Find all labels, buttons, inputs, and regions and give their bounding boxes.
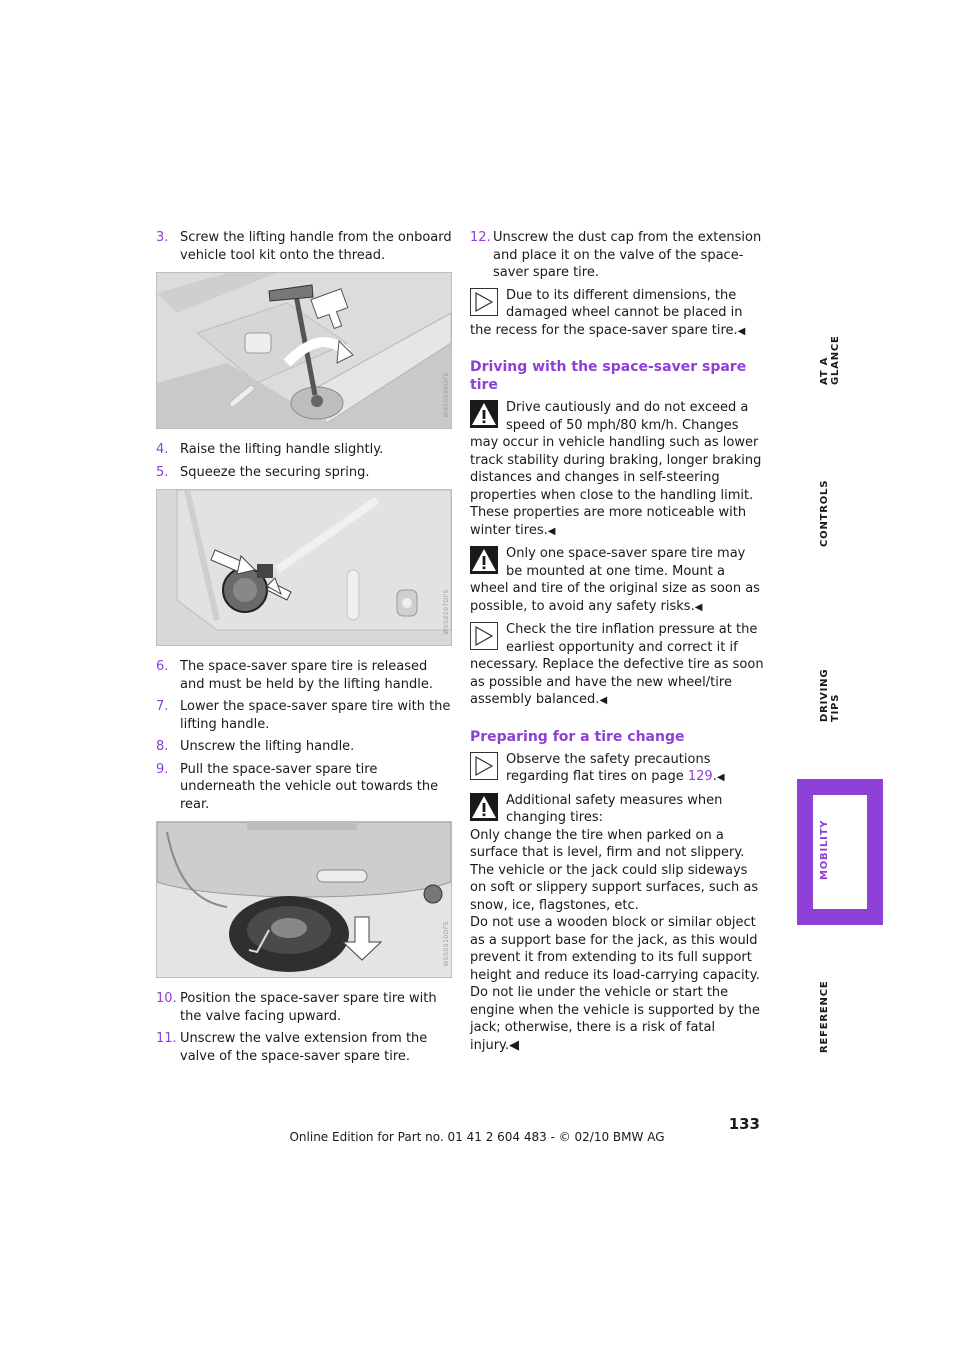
- note-block: [470, 751, 764, 787]
- list-item: [156, 990, 452, 1025]
- note-block: [470, 287, 764, 341]
- tab-driving-tips[interactable]: DRIVING TIPS: [819, 668, 841, 722]
- figure-code: W0S0508DFS: [443, 372, 450, 418]
- section-heading: Driving with the space-saver spare tire: [470, 359, 747, 393]
- figure-code: W0S0510DFS: [443, 921, 450, 967]
- page-number: 133: [728, 1115, 760, 1133]
- right-column: [470, 229, 764, 1054]
- left-column: [156, 229, 452, 1070]
- figure-lifting-handle: [156, 272, 452, 429]
- step-number: 12.: [470, 230, 491, 245]
- step-text: Position the space-saver spare tire with the valve facing upward.: [180, 991, 437, 1024]
- warning-icon: [470, 400, 498, 428]
- end-mark-icon: ◀: [716, 772, 725, 783]
- step-number: 11.: [156, 1031, 177, 1046]
- step-text: Raise the lifting handle slightly.: [180, 442, 384, 457]
- step-text: Unscrew the dust cap from the extension and place it on the valve of the space-saver spare tire.: [493, 230, 762, 280]
- warning-icon: [470, 793, 498, 821]
- note-triangle-icon: [470, 622, 498, 650]
- warning-icon: [470, 546, 498, 574]
- step-number: 5.: [156, 464, 169, 480]
- list-item: [156, 698, 452, 733]
- warning-text: Only one space-saver spare tire may be mounted at one time. Mount a wheel and tire of the original size as soon as possible, to avoid any safety risks.: [470, 546, 760, 614]
- note-triangle-icon: [470, 288, 498, 316]
- end-mark-icon: ◀: [599, 695, 608, 706]
- note-block: [470, 621, 764, 710]
- list-item: [156, 464, 452, 482]
- step-number: 4.: [156, 442, 169, 457]
- tab-reference[interactable]: REFERENCE: [819, 980, 830, 1053]
- illustration-securing-spring: [157, 490, 451, 645]
- step-number: 3.: [156, 230, 169, 245]
- step-number: 7.: [156, 699, 169, 714]
- step-text: Unscrew the lifting handle.: [180, 739, 355, 754]
- step-number: 10.: [156, 991, 177, 1006]
- list-item: [156, 441, 452, 459]
- warning-paragraph: Only change the tire when parked on a surface that is level, firm and not slippery.: [470, 827, 745, 860]
- warning-paragraph: Do not use a wooden block or similar object as a support base for the jack, as this would prevent it from extending to its full support height and reduce its load-carrying capacity.: [470, 915, 760, 983]
- warning-paragraph: The vehicle or the jack could slip sideways on soft or slippery support surfaces, such as snow, ice, flagstones, etc.: [470, 862, 759, 913]
- list-item: [156, 229, 452, 264]
- list-item: [156, 738, 452, 756]
- illustration-spare-tire-underneath: [157, 822, 451, 977]
- page-link[interactable]: 129: [687, 769, 713, 784]
- list-item: [470, 229, 764, 282]
- end-mark-icon: ◀: [694, 601, 703, 613]
- warning-text: Drive cautiously and do not exceed a speed of 50 mph/80 km/h. Changes may occur in vehicle handling such as lower track stability during braking, longer braking distances and changes in self-steering properties when close to the handling limit. These properties are more noticeable with winter tires.: [470, 400, 762, 538]
- note-triangle-icon: [470, 752, 498, 780]
- figure-securing-spring: [156, 489, 452, 646]
- tab-controls[interactable]: CONTROLS: [819, 479, 830, 547]
- note-text: Check the tire inflation pressure at the earliest opportunity and correct it if necessary. Replace the defective tire as soon as possible and have the new wheel/tire assembly balanced.: [470, 622, 764, 707]
- step-text: Pull the space-saver spare tire underneath the vehicle out towards the rear.: [180, 761, 439, 812]
- warning-block: [470, 792, 764, 827]
- list-item: [156, 761, 452, 814]
- illustration-lifting-handle: [157, 273, 451, 428]
- warning-block: [470, 545, 764, 616]
- section-heading: Preparing for a tire change: [470, 728, 685, 745]
- figure-spare-tire-underneath: [156, 821, 452, 978]
- note-text: Due to its different dimensions, the damaged wheel cannot be placed in the recess for the space-saver spare tire.: [470, 287, 743, 338]
- step-number: 9.: [156, 761, 169, 777]
- list-item: [156, 1030, 452, 1065]
- footer: Online Edition for Part no. 01 41 2 604 483 - © 02/10 BMW AG: [289, 1130, 665, 1144]
- figure-code: W0S0507DFS: [443, 589, 450, 635]
- tab-mobility[interactable]: MOBILITY: [819, 819, 830, 880]
- warning-block: [470, 399, 764, 540]
- step-text: Screw the lifting handle from the onboard vehicle tool kit onto the thread.: [180, 230, 452, 263]
- warning-paragraph: [470, 984, 764, 1054]
- end-mark-icon: ◀: [509, 1037, 520, 1053]
- list-item: [156, 658, 452, 693]
- step-text: Squeeze the securing spring.: [180, 464, 370, 480]
- step-text: Unscrew the valve extension from the valve of the space-saver spare tire.: [180, 1031, 428, 1064]
- warning-text: Additional safety measures when changing tires:: [506, 792, 723, 825]
- warning-paragraph-text: Do not lie under the vehicle or start the engine when the vehicle is supported by the jack; otherwise, there is a risk of fatal injury.: [470, 985, 760, 1053]
- note-text: Observe the safety precautions regarding flat tires on page: [506, 751, 711, 784]
- step-text: Lower the space-saver spare tire with the lifting handle.: [180, 699, 451, 732]
- tab-at-a-glance[interactable]: AT A GLANCE: [819, 335, 841, 385]
- end-mark-icon: ◀: [737, 325, 746, 337]
- step-number: 6.: [156, 659, 169, 674]
- step-number: 8.: [156, 739, 169, 754]
- step-text: The space-saver spare tire is released and must be held by the lifting handle.: [180, 659, 433, 692]
- note-suffix: .: [712, 769, 717, 784]
- end-mark-icon: ◀: [547, 525, 556, 537]
